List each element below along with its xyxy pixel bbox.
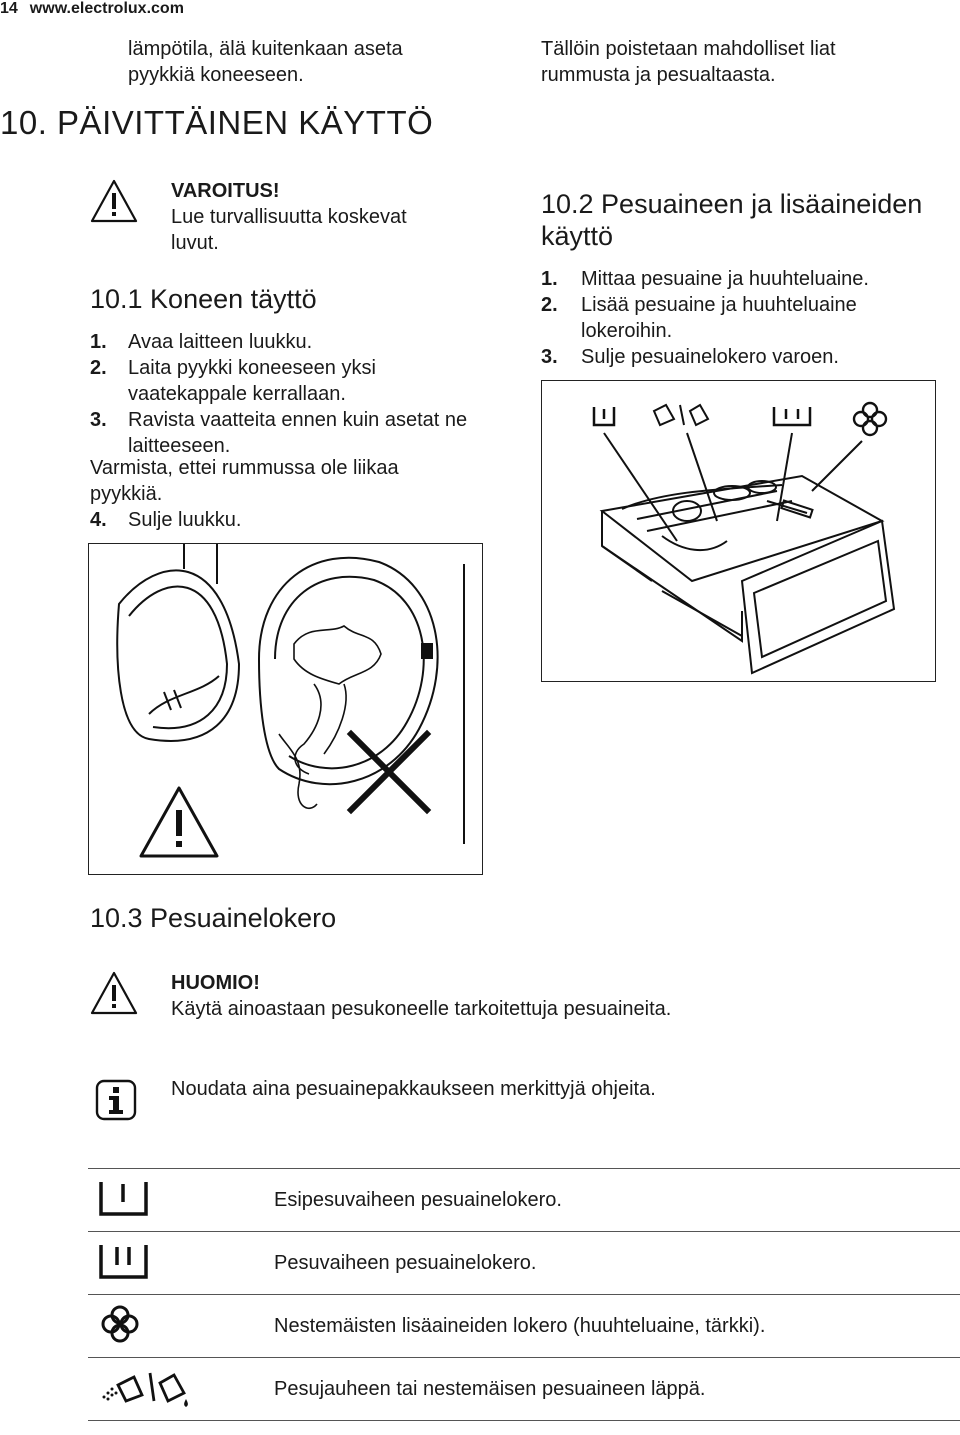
powder-liquid-flap-icon [96,1365,196,1409]
caution-block [171,970,671,1022]
section-title-line: käyttö [541,221,614,251]
caution-title: HUOMIO! [171,972,260,994]
symbol-table [88,1168,960,1421]
site-url: www.electrolux.com [29,0,184,17]
table-row [88,1232,960,1295]
symbol-cell [88,1232,274,1295]
step-text: Mittaa pesuaine ja huuhteluaine. [581,268,869,290]
step-number: 2. [90,357,107,379]
intro-line: Tällöin poistetaan mahdolliset liat [541,38,836,60]
step-number: 3. [90,409,107,431]
table-row [88,1295,960,1358]
symbol-cell [88,1169,274,1232]
warning-title: VAROITUS! [171,180,280,202]
step-number: 2. [541,294,558,316]
table-row [88,1358,960,1421]
step-number: 1. [541,268,558,290]
caution-triangle-icon [89,970,139,1016]
symbol-description: Pesujauheen tai nestemäisen pesuaineen läppä. [274,1358,960,1421]
section-title-10-2 [541,188,960,252]
intro-text-right [541,36,836,88]
section-title-line: 10.2 Pesuaineen ja lisäaineiden [541,189,923,219]
page-number: 14 [0,0,18,17]
intro-line: pyykkiä koneeseen. [128,64,304,86]
page-header [0,0,184,18]
symbol-description: Esipesuvaiheen pesuainelokero. [274,1169,960,1232]
step-number: 1. [90,331,107,353]
list-item [90,407,483,459]
step-text: Avaa laitteen luukku. [128,331,313,353]
loading-illustration [88,543,483,875]
prewash-compartment-icon [96,1176,152,1220]
intro-line: rummusta ja pesualtaasta. [541,64,776,86]
warning-triangle-icon [89,178,139,224]
table-row [88,1169,960,1232]
steps-10-1 [90,329,490,459]
warning-block [171,178,407,256]
dispenser-illustration [541,380,936,682]
main-wash-compartment-icon [96,1239,152,1283]
step-text: Lisää pesuaine ja huuhteluaine lokeroihin. [581,294,857,342]
warning-line: Lue turvallisuutta koskevat [171,206,407,228]
info-text: Noudata aina pesuainepakkaukseen merkittyjä ohjeita. [171,1078,656,1100]
symbol-description: Pesuvaiheen pesuainelokero. [274,1232,960,1295]
list-item [90,355,428,407]
symbol-cell [88,1295,274,1358]
step-4 [90,507,241,533]
step-text: Sulje luukku. [128,509,242,531]
step-text: Ravista vaatteita ennen kuin asetat ne laitteeseen. [128,409,468,457]
steps-10-2 [541,266,921,370]
section-title-10-3: 10.3 Pesuainelokero [90,903,337,933]
step-number: 4. [90,509,107,531]
list-item [90,507,241,533]
detergent-drawer-illustration [542,381,935,681]
intro-line: lämpötila, älä kuitenkaan aseta [128,38,403,60]
section-title-10-1: 10.1 Koneen täyttö [90,284,317,314]
symbol-cell [88,1358,274,1421]
softener-flower-icon [96,1302,152,1346]
step-note: Varmista, ettei rummussa ole liikaa pyykkiä. [90,457,399,505]
list-item [90,329,490,355]
intro-text-left [128,36,403,88]
list-item [541,266,921,292]
symbol-description: Nestemäisten lisäaineiden lokero (huuhteluaine, tärkki). [274,1295,960,1358]
washing-machine-drum-illustration [89,544,482,874]
step-text: Laita pyykki koneeseen yksi vaatekappale kerrallaan. [128,357,376,405]
step-text: Sulje pesuainelokero varoen. [581,346,839,368]
list-item [541,292,911,344]
step-number: 3. [541,346,558,368]
caution-text: Käytä ainoastaan pesukoneelle tarkoitettuja pesuaineita. [171,998,672,1020]
warning-line: luvut. [171,232,219,254]
info-icon [95,1079,137,1121]
list-item [541,344,921,370]
chapter-title: 10. PÄIVITTÄINEN KÄYTTÖ [0,104,434,141]
